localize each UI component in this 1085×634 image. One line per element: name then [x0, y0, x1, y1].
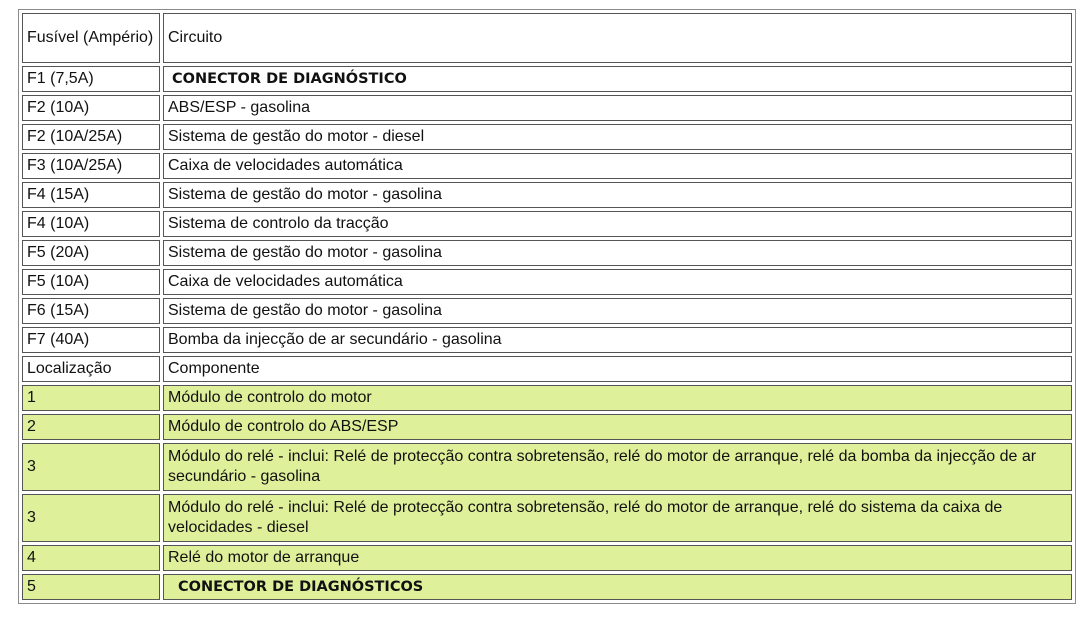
- header-location-cell: Localização: [22, 356, 160, 382]
- component-table-header-row: [22, 356, 1072, 382]
- circuit-cell: Sistema de gestão do motor - diesel: [163, 124, 1072, 150]
- component-row: [22, 574, 1072, 600]
- fuse-cell: F4 (15A): [22, 182, 160, 208]
- circuit-cell: Caixa de velocidades automática: [163, 153, 1072, 179]
- fuse-cell: F1 (7,5A): [22, 66, 160, 92]
- fuse-row: [22, 240, 1072, 266]
- fuse-cell: F6 (15A): [22, 298, 160, 324]
- location-cell: 5: [22, 574, 160, 600]
- fuse-row: [22, 327, 1072, 353]
- fuse-table-header-row: [22, 13, 1072, 63]
- component-cell: Relé do motor de arranque: [163, 545, 1072, 571]
- location-cell: 4: [22, 545, 160, 571]
- fuse-cell: F2 (10A): [22, 95, 160, 121]
- fuse-row: [22, 95, 1072, 121]
- component-cell: Módulo do relé - inclui: Relé de protecção contra sobretensão, relé do motor de arranque, relé do sistema da caixa de velocidades - diesel: [163, 494, 1072, 542]
- component-row: [22, 545, 1072, 571]
- circuit-cell: Sistema de gestão do motor - gasolina: [163, 240, 1072, 266]
- component-row: [22, 494, 1072, 542]
- location-cell: 2: [22, 414, 160, 440]
- fuse-cell: F7 (40A): [22, 327, 160, 353]
- fuse-cell: F5 (20A): [22, 240, 160, 266]
- header-component-cell: Componente: [163, 356, 1072, 382]
- circuit-cell: ABS/ESP - gasolina: [163, 95, 1072, 121]
- circuit-cell: Sistema de gestão do motor - gasolina: [163, 298, 1072, 324]
- circuit-cell: CONECTOR DE DIAGNÓSTICO: [163, 66, 1072, 92]
- circuit-cell: Sistema de gestão do motor - gasolina: [163, 182, 1072, 208]
- component-row: [22, 414, 1072, 440]
- fuse-cell: F2 (10A/25A): [22, 124, 160, 150]
- circuit-cell: Sistema de controlo da tracção: [163, 211, 1072, 237]
- fuse-row: [22, 66, 1072, 92]
- location-cell: 3: [22, 443, 160, 491]
- location-cell: 1: [22, 385, 160, 411]
- fuse-row: [22, 211, 1072, 237]
- header-circuit-cell: Circuito: [163, 13, 1072, 63]
- fuse-row: [22, 153, 1072, 179]
- component-cell: Módulo de controlo do motor: [163, 385, 1072, 411]
- fuse-circuit-table: [18, 9, 1076, 604]
- component-row: [22, 385, 1072, 411]
- location-cell: 3: [22, 494, 160, 542]
- fuse-row: [22, 124, 1072, 150]
- fuse-cell: F4 (10A): [22, 211, 160, 237]
- fuse-row: [22, 269, 1072, 295]
- fuse-row: [22, 298, 1072, 324]
- fuse-cell: F5 (10A): [22, 269, 160, 295]
- component-cell: Módulo do relé - inclui: Relé de protecção contra sobretensão, relé do motor de arranque, relé da bomba da injecção de ar secundário - gasolina: [163, 443, 1072, 491]
- component-cell: CONECTOR DE DIAGNÓSTICOS: [163, 574, 1072, 600]
- header-fuse-cell: Fusível (Ampério): [22, 13, 160, 63]
- circuit-cell: Caixa de velocidades automática: [163, 269, 1072, 295]
- fuse-cell: F3 (10A/25A): [22, 153, 160, 179]
- component-row: [22, 443, 1072, 491]
- circuit-cell: Bomba da injecção de ar secundário - gasolina: [163, 327, 1072, 353]
- fuse-row: [22, 182, 1072, 208]
- component-cell: Módulo de controlo do ABS/ESP: [163, 414, 1072, 440]
